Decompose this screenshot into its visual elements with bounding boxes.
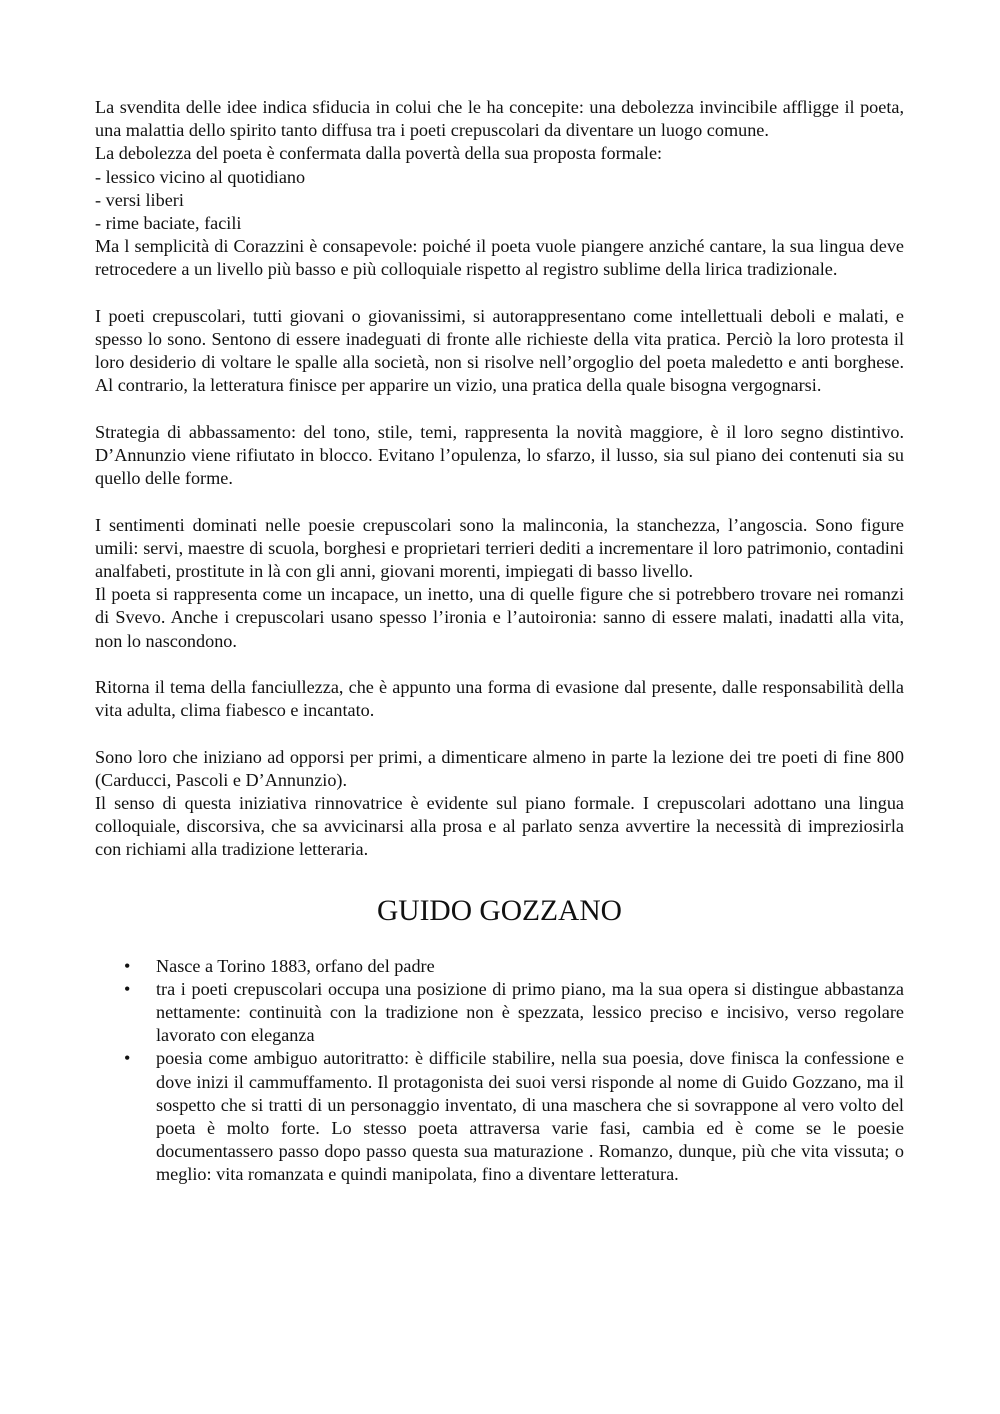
paragraph: I sentimenti dominati nelle poesie crepuscolari sono la malinconia, la stanchezza, l’angoscia. Sono figure umili: servi, maestre di scuola, borghesi e proprietari terrieri dediti a incrementare il loro patrimonio, contadini analfabeti, prostitute in là con gli anni, giovani morenti, impiegati di basso livello. [95,514,904,582]
paragraph: Sono loro che iniziano ad opporsi per primi, a dimenticare almeno in parte la lezione dei tre poeti di fine 800 (Carducci, Pascoli e D’Annunzio). [95,746,904,790]
list-line: - versi liberi [95,189,184,210]
paragraph-gap [95,490,904,513]
list-line: - rime baciate, facili [95,213,242,234]
paragraph: La svendita delle idee indica sfiducia in colui che le ha concepite: una debolezza invincibile affligge il poeta, una malattia dello spirito tanto diffusa tra i poeti crepuscolari da diventare un luogo comune. [95,97,904,141]
bullet-icon: • [124,978,131,999]
paragraph: Il senso di questa iniziativa rinnovatrice è evidente sul piano formale. I crepuscolari adottano una lingua colloquiale, discorsiva, che sa avvicinarsi alla prosa e al parlato senza avvertire la necessità di impreziosirla con richiami alla tradizione letteraria. [95,793,904,860]
paragraph: Il poeta si rappresenta come un incapace, un inetto, una di quelle figure che si potrebbero trovare nei romanzi di Svevo. Anche i crepuscolari usano spesso l’ironia e l’autoironia: sanno di essere malati, inadatti alla vita, non lo nascondono. [95,584,904,651]
list-line: - lessico vicino al quotidiano [95,166,306,187]
paragraph-gap [95,722,904,745]
list-item-text: tra i poeti crepuscolari occupa una posizione di primo piano, ma la sua opera si distingue abbastanza nettamente: continuità con la tradizione non è spezzata, lessico preciso e incisivo, verso regolare lavorato con eleganza [156,978,904,1046]
bullet-icon: • [124,1048,131,1069]
bullet-list [95,955,904,1187]
paragraph-gap [95,282,904,305]
list-item-text: Nasce a Torino 1883, orfano del padre [156,955,435,976]
list-item [95,978,904,1048]
paragraph: Strategia di abbassamento: del tono, stile, temi, rappresenta la novità maggiore, è il loro segno distintivo. D’Annunzio viene rifiutato in blocco. Evitano l’opulenza, lo sfarzo, il lusso, sia sul piano dei contenuti sia su quello delle forme. [95,421,904,489]
paragraph-gap [95,398,904,421]
section-heading: GUIDO GOZZANO [377,894,622,927]
list-item [95,955,904,978]
paragraph-gap [95,653,904,676]
list-item [95,1047,904,1186]
paragraph: Ritorna il tema della fanciullezza, che è appunto una forma di evasione dal presente, dalle responsabilità della vita adulta, clima fiabesco e incantato. [95,677,904,721]
list-item-text: poesia come ambiguo autoritratto: è difficile stabilire, nella sua poesia, dove finisca la confessione e dove inizi il cammuffamento. Il protagonista dei suoi versi risponde al nome di Guido Gozzano, ma il sospetto che si tratti di un personaggio inventato, di una maschera che si sovrappone al vero volto del poeta è molto forte. Lo stesso poeta attraversa varie fasi, cambia ed è come se le poesie documentassero passo dopo passo questa sua maturazione . Romanzo, dunque, più che vita vissuta; o meglio: vita romanzata e quindi manipolata, fino a diventare letteratura. [156,1048,904,1185]
paragraph: La debolezza del poeta è confermata dalla povertà della sua proposta formale: [95,143,663,164]
document-page [95,96,904,1187]
paragraph: I poeti crepuscolari, tutti giovani o giovanissimi, si autorappresentano come intellettuali deboli e malati, e spesso lo sono. Sentono di essere inadeguati di fronte alle richieste della vita pratica. Perciò la loro protesta il loro desiderio di voltare le spalle alla società, non si risolve nell’orgoglio del poeta maledetto e anti borghese. Al contrario, la letteratura finisce per apparire un vizio, una pratica della quale bisogna vergognarsi. [95,305,904,396]
paragraph: Ma l semplicità di Corazzini è consapevole: poiché il poeta vuole piangere anziché cantare, la sua lingua deve retrocedere a un livello più basso e più colloquiale rispetto al registro sublime della lirica tradizionale. [95,236,904,280]
bullet-icon: • [124,955,131,976]
